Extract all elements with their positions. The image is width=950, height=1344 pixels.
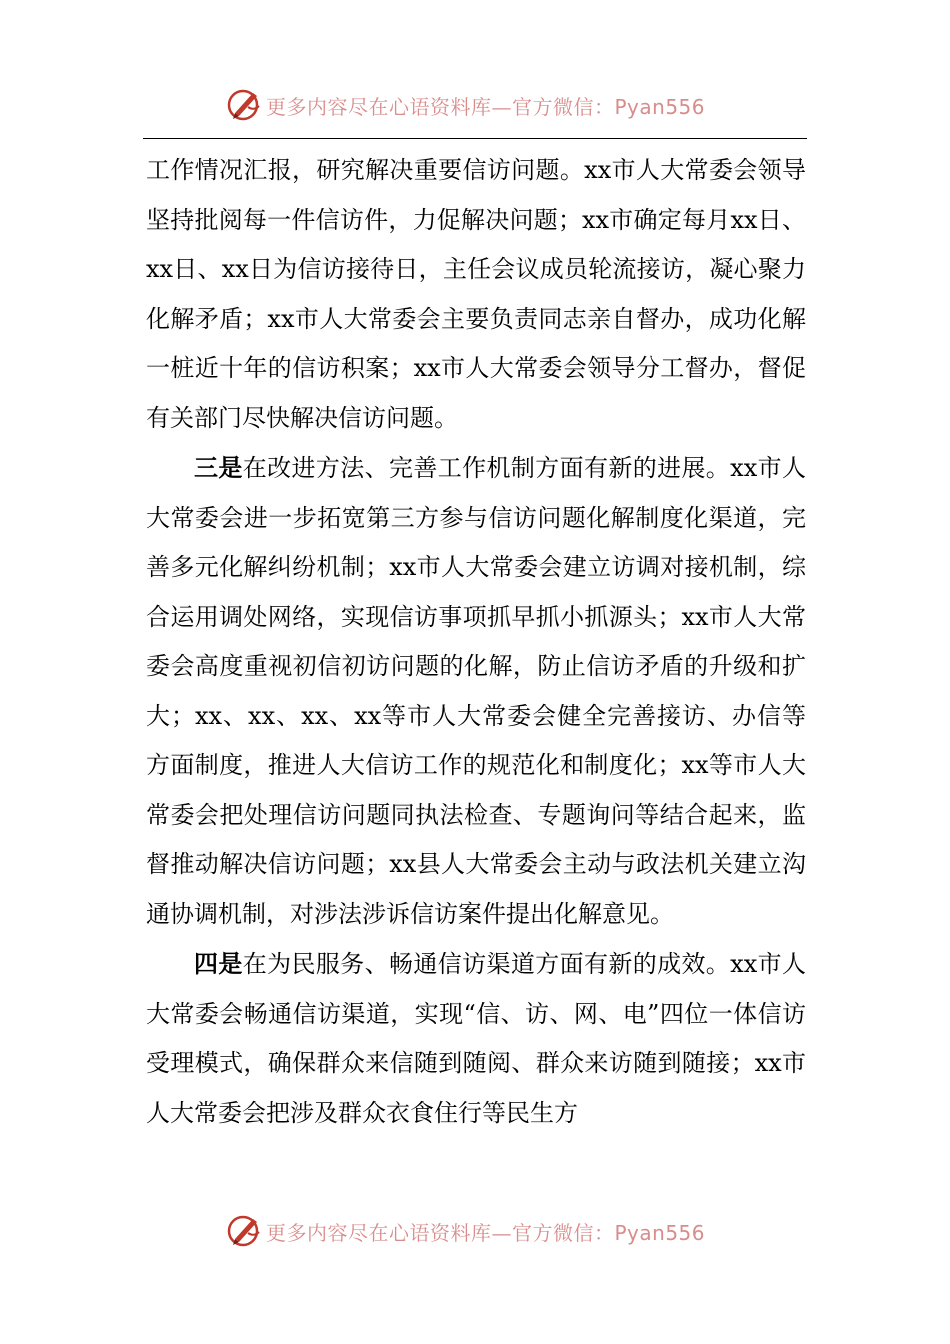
footer-watermark (0, 1210, 950, 1250)
watermark-text (266, 1217, 705, 1246)
paragraph-text: 工作情况汇报，研究解决重要信访问题。xx市人大常委会领导坚持批阅每一件信访件，力促解决问题；xx市确定每月xx日、xx日、xx日为信访接待日，主任会议成员轮流接访，凝心聚力化解矛盾；xx市人大常委会主要负责同志亲自督办，成功化解一桩近十年的信访积案；xx市人大常委会领导分工督办，督促有关部门尽快解决信访问题。 (146, 156, 806, 432)
pen-logo-icon (226, 86, 262, 122)
paragraph-lead: 四是 (194, 949, 243, 978)
paragraph-point-three (146, 443, 806, 939)
watermark-prefix: 更多内容尽在心语资料库—官方微信： (266, 1221, 615, 1245)
watermark-text (266, 91, 705, 120)
paragraph-text: 在改进方法、完善工作机制方面有新的进展。xx市人大常委会进一步拓宽第三方参与信访问题化解制度化渠道，完善多元化解纠纷机制；xx市人大常委会建立访调对接机制，综合运用调处网络，实现信访事项抓早抓小抓源头；xx市人大常委会高度重视初信初访问题的化解，防止信访矛盾的升级和扩大；xx、xx、xx、xx等市人大常委会健全完善接访、办信等方面制度，推进人大信访工作的规范化和制度化；xx等市人大常委会把处理信访问题同执法检查、专题询问等结合起来，监督推动解决信访问题；xx县人大常委会主动与政法机关建立沟通协调机制，对涉法涉诉信访案件提出化解意见。 (146, 454, 806, 928)
paragraph-continued (146, 146, 806, 443)
pen-logo-icon (226, 1212, 262, 1248)
watermark-prefix: 更多内容尽在心语资料库—官方微信： (266, 95, 615, 119)
watermark-wechat: Pyan556 (614, 1221, 706, 1245)
paragraph-lead: 三是 (194, 453, 243, 482)
watermark-wechat: Pyan556 (614, 95, 706, 119)
document-body (146, 146, 806, 1138)
header-rule (143, 138, 807, 139)
paragraph-text: 在为民服务、畅通信访渠道方面有新的成效。xx市人大常委会畅通信访渠道，实现“信、访、网、电”四位一体信访受理模式，确保群众来信随到随阅、群众来访随到随接；xx市人大常委会把涉及群众衣食住行等民生方 (146, 950, 806, 1127)
paragraph-point-four (146, 939, 806, 1138)
header-watermark (0, 84, 950, 124)
